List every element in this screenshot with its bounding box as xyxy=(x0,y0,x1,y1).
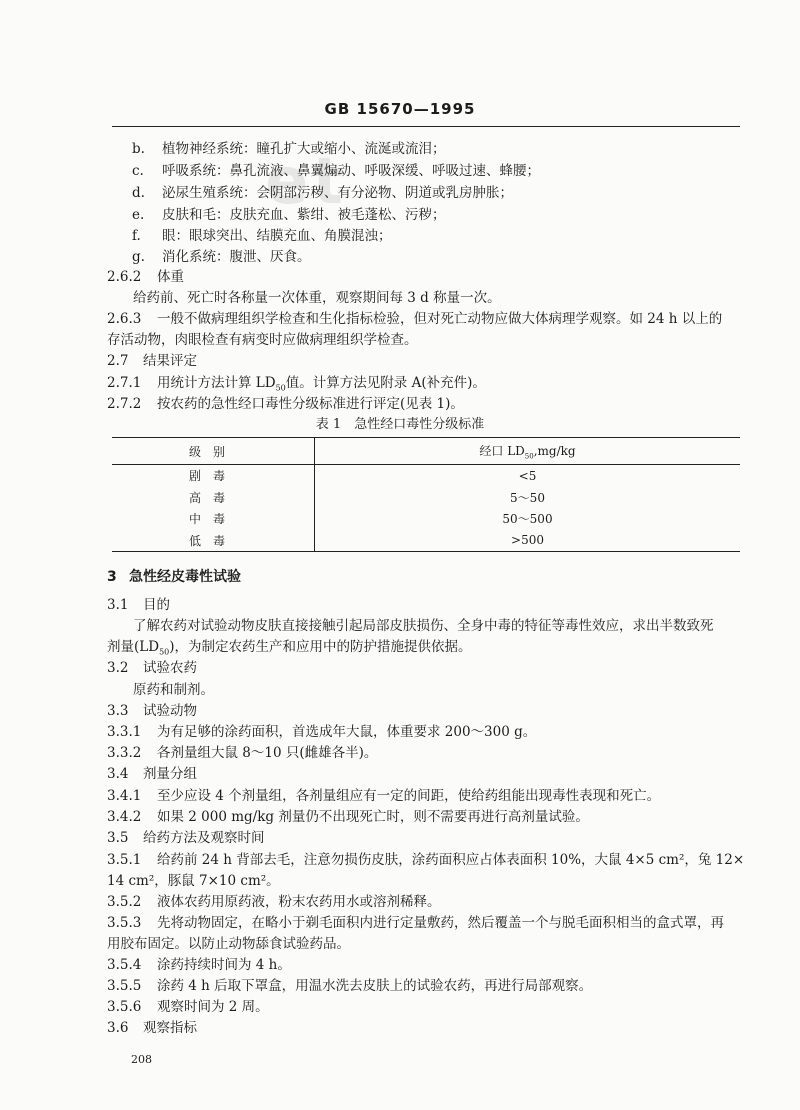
paragraph: 3.3.2 各剂量组大鼠 8～10 只(雌雄各半)。 xyxy=(107,745,378,761)
section-heading: 2.6.2 体重 xyxy=(107,269,184,285)
list-item: f. 眼：眼球突出、结膜充血、角膜混浊； xyxy=(132,228,392,244)
section-heading-3: 3 急性经皮毒性试验 xyxy=(107,569,241,585)
paragraph: 3.3.1 为有足够的涂药面积，首选成年大鼠，体重要求 200～300 g。 xyxy=(107,724,537,740)
section-heading: 3.6 观察指标 xyxy=(107,1020,197,1036)
section-heading: 3.5 给药方法及观察时间 xyxy=(107,830,265,846)
paragraph: 2.6.3 一般不做病理组织学检查和生化指标检验，但对死亡动物应做大体病理学观察。如 24 h 以上的 xyxy=(107,311,723,327)
section-heading: 3.2 试验农药 xyxy=(107,660,197,676)
paragraph-continuation: 用胶布固定。以防止动物舔食试验药品。 xyxy=(107,936,350,952)
paragraph: 2.7.2 按农药的急性经口毒性分级标准进行评定(见表 1)。 xyxy=(107,396,464,412)
table-header-row xyxy=(112,438,740,465)
paragraph: 2.7.1 用统计方法计算 $LD_{50}$值。计算方法见附录 A(补充件)。 xyxy=(107,375,486,393)
list-item: g. 消化系统：腹泄、厌食。 xyxy=(132,249,311,265)
col-header-level: 级别 xyxy=(112,438,315,465)
paragraph: 3.5.4 涂药持续时间为 4 h。 xyxy=(107,957,291,973)
paragraph-continuation: 剂量$(LD_{50})$，为制定农药生产和应用中的防护措施提供依据。 xyxy=(107,639,472,657)
list-item: d. 泌尿生殖系统：会阴部污秽、有分泌物、阴道或乳房肿胀； xyxy=(132,185,513,201)
page-number: 208 xyxy=(131,1053,152,1066)
paragraph: 3.5.1 给药前 24 h 背部去毛，注意勿损伤皮肤，涂药面积应占体表面积 10%，大鼠 4×5 cm²，兔 12× xyxy=(107,852,745,868)
paragraph: 了解农药对试验动物皮肤直接接触引起局部皮肤损伤、全身中毒的特征等毒性效应，求出半数致死 xyxy=(133,618,714,634)
table-caption: 表 1 急性经口毒性分级标准 xyxy=(315,417,485,432)
paragraph-continuation: 存活动物，肉眼检查有病变时应做病理组织学检查。 xyxy=(107,332,418,348)
list-item: b. 植物神经系统：瞳孔扩大或缩小、流涎或流泪； xyxy=(132,141,446,157)
section-heading: 3.3 试验动物 xyxy=(107,703,197,719)
paragraph: 3.5.3 先将动物固定，在略小于剃毛面积内进行定量敷药，然后覆盖一个与脱毛面积相当的盒式罩，再 xyxy=(107,915,724,931)
table-row: 剧毒 <5 xyxy=(112,465,740,487)
paragraph: 3.5.5 涂药 4 h 后取下罩盒，用温水洗去皮肤上的试验农药，再进行局部观察。 xyxy=(107,978,593,994)
paragraph: 3.4.2 如果 2 000 mg/kg 剂量仍不出现死亡时，则不需要再进行高剂量试验。 xyxy=(107,809,589,825)
list-item: e. 皮肤和毛：皮肤充血、紫绀、被毛蓬松、污秽； xyxy=(132,207,446,223)
toxicity-table xyxy=(112,437,740,552)
paragraph: 3.5.2 液体农药用原药液，粉末农药用水或溶剂稀释。 xyxy=(107,894,441,910)
paragraph: 3.4.1 至少应设 4 个剂量组，各剂量组应有一定的间距，使给药组能出现毒性表现和死亡。 xyxy=(107,788,661,804)
paragraph-continuation: 14 cm²，豚鼠 7×10 cm²。 xyxy=(107,873,280,889)
section-heading: 3.4 剂量分组 xyxy=(107,766,197,782)
section-heading: 2.7 结果评定 xyxy=(107,353,197,369)
col-header-ld50: 经口 $LD_{50},mg/kg$ xyxy=(315,438,741,465)
paragraph: 给药前、死亡时各称量一次体重，观察期间每 3 d 称量一次。 xyxy=(133,290,501,306)
header-rule xyxy=(112,126,740,127)
paragraph: 原药和制剂。 xyxy=(133,682,214,698)
document-header: GB 15670—1995 xyxy=(324,100,476,118)
watermark: et xyxy=(265,145,347,219)
table-row: 中毒 50～500 xyxy=(112,508,740,530)
paragraph: 3.5.6 观察时间为 2 周。 xyxy=(107,999,269,1015)
table-row: 高毒 5～50 xyxy=(112,487,740,509)
section-heading: 3.1 目的 xyxy=(107,597,170,613)
table-row: 低毒 >500 xyxy=(112,530,740,552)
list-item: c. 呼吸系统：鼻孔流液、鼻翼煽动、呼吸深缓、呼吸过速、蜂腰； xyxy=(132,163,540,179)
